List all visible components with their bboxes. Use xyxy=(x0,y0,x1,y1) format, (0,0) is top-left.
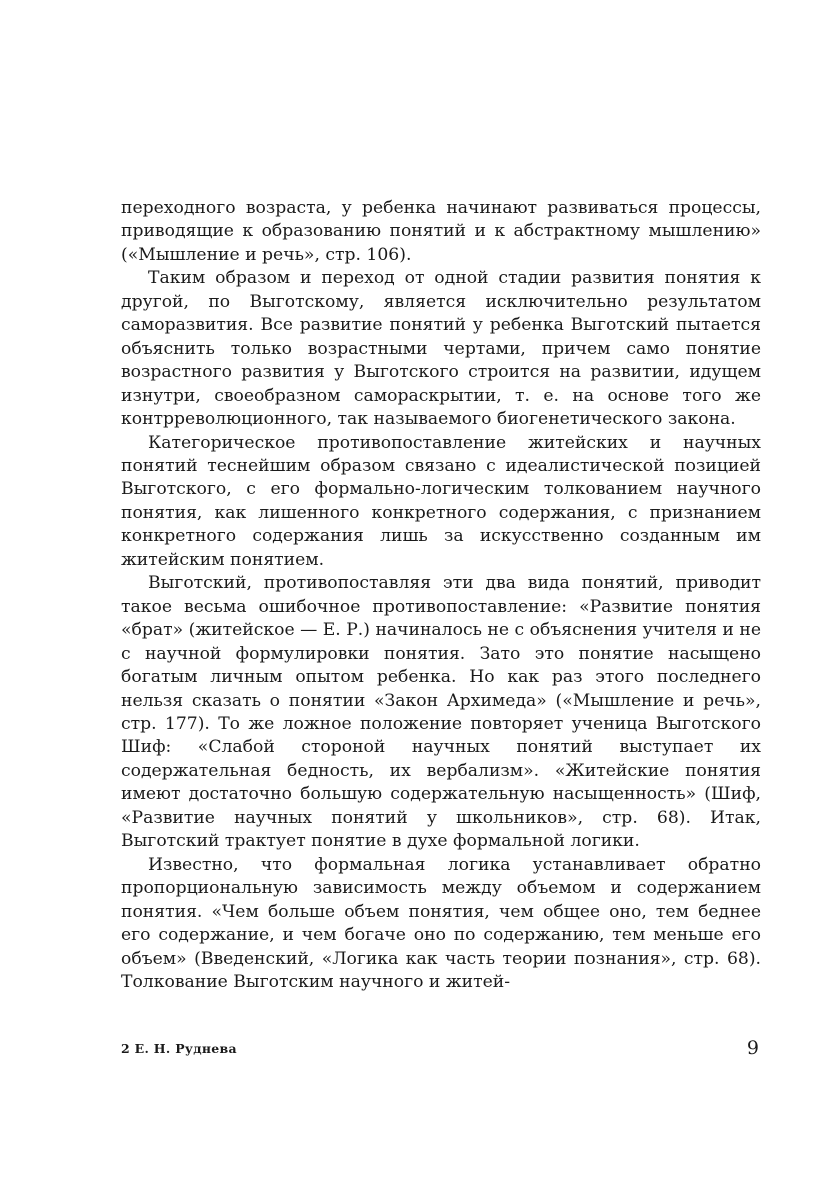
printer-signature-mark: 2 Е. Н. Руднева xyxy=(121,1041,237,1056)
paragraph-4: Выготский, противопоставляя эти два вида понятий, приводит такое весьма ошибочное противопоставление: «Развитие понятия «брат» (житейское — Е. Р.) начиналось не с объяснения учителя и не с научной формулировки понятия. Зато это понятие насыщено богатым личным опытом ребенка. Но как раз этого последнего нельзя сказать о понятии «Закон Архимеда» («Мышление и речь», стр. 177). То же ложное положение повторяет ученица Выготского Шиф: «Слабой стороной научных понятий выступает их содержательная бедность, их вербализм». «Житейские понятия имеют достаточно большую содержательную насыщенность» (Шиф, «Развитие научных понятий у школьников», стр. 68). Итак, Выготский трактует понятие в духе формальной логики. xyxy=(121,573,761,852)
paragraph-1: переходного возраста, у ребенка начинают развиваться процессы, приводящие к образованию понятий и к абстрактному мышлению» («Мышление и речь», стр. 106). xyxy=(121,198,761,265)
paragraph-2: Таким образом и переход от одной стадии развития понятия к другой, по Выготскому, является исключительно результатом саморазвития. Все развитие понятий у ребенка Выготский пытается объяснить только возрастными чертами, причем само понятие возрастного развития у Выготского строится на развитии, идущем изнутри, своеобразном самораскрытии, т. е. на основе того же контрреволюционного, так называемого биогенетического закона. xyxy=(121,268,761,430)
page-footer xyxy=(121,1037,761,1063)
page-number: 9 xyxy=(746,1037,759,1059)
paragraph-3: Категорическое противопоставление житейских и научных понятий теснейшим образом связано с идеалистической позицией Выготского, с его формально-логическим толкованием научного понятия, как лишенного конкретного содержания, с признанием конкретного содержания лишь за искусственно созданным им житейским понятием. xyxy=(121,432,761,570)
body-text xyxy=(121,197,761,994)
paragraph-5: Известно, что формальная логика устанавливает обратно пропорциональную зависимость между объемом и содержанием понятия. «Чем больше объем понятия, чем общее оно, тем беднее его содержание, и чем богаче оно по содержанию, тем меньше его объем» (Введенский, «Логика как часть теории познания», стр. 68). Толкование Выготским научного и житей- xyxy=(121,854,761,992)
